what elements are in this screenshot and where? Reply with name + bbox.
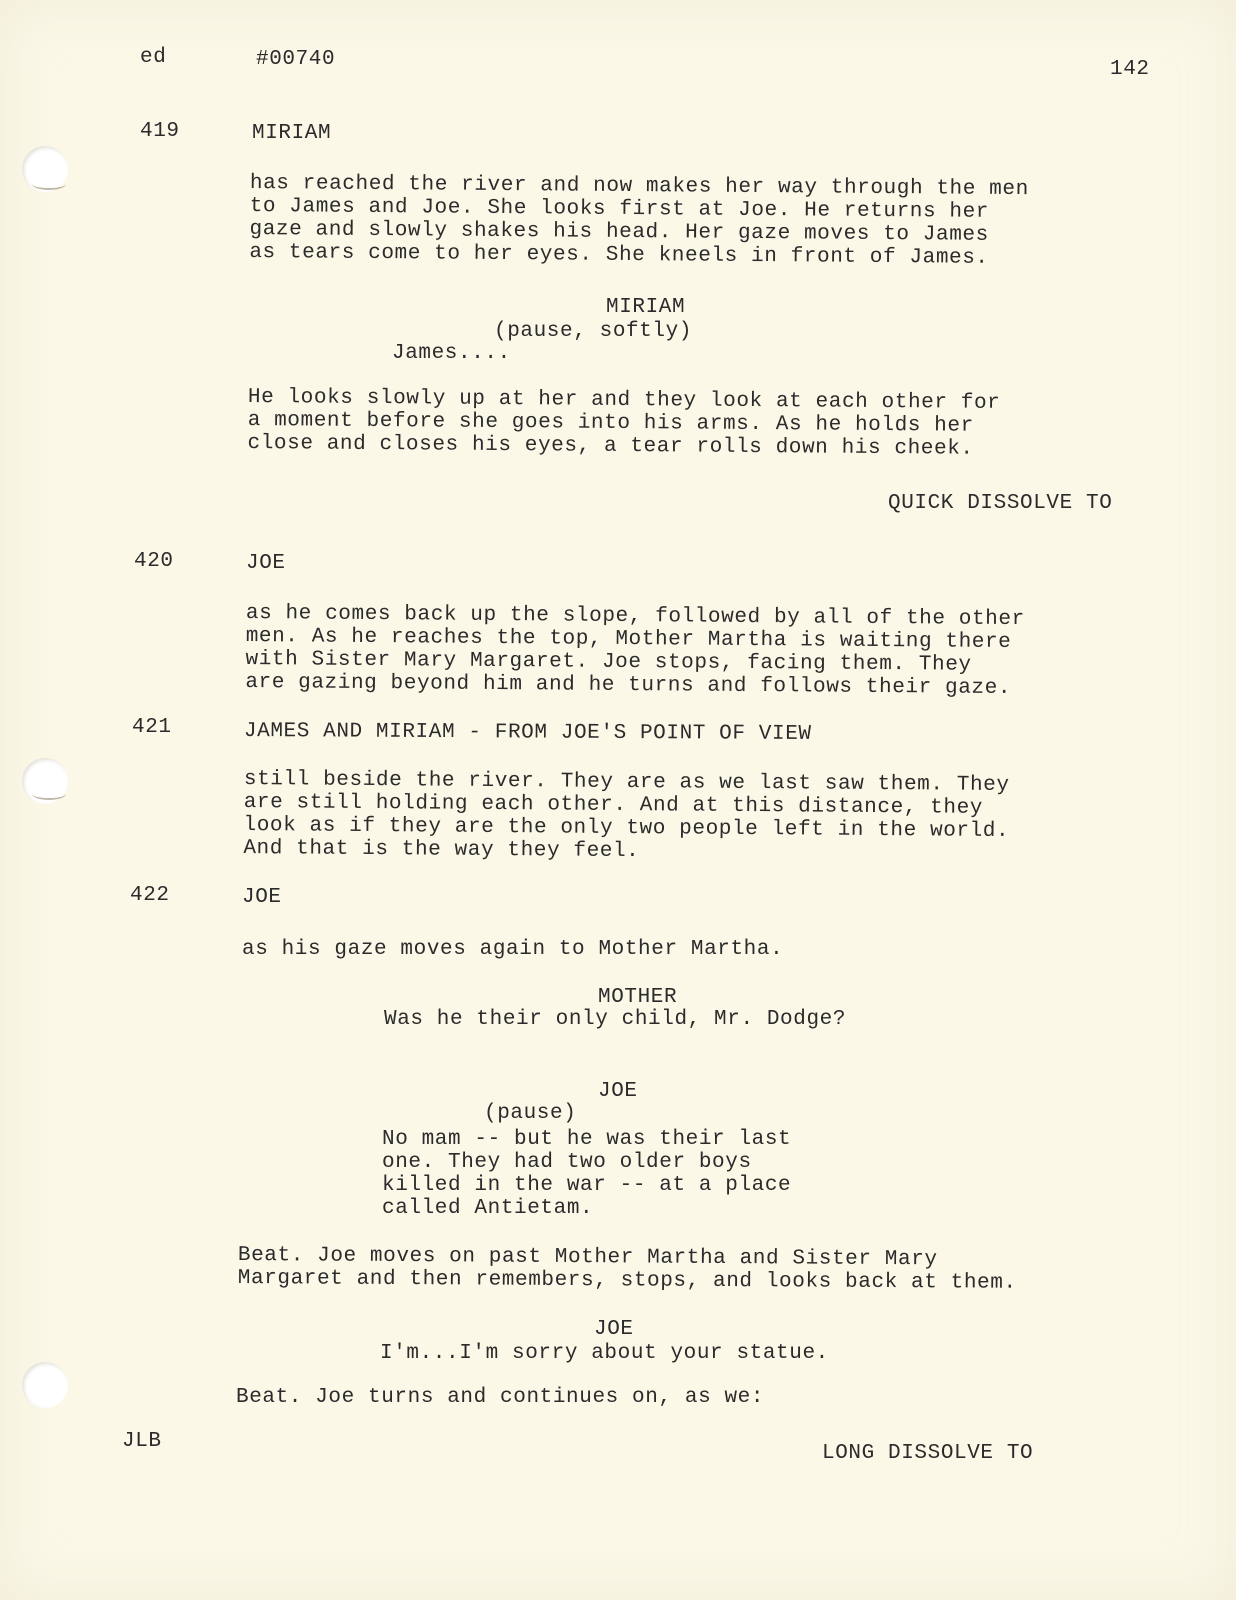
transition: QUICK DISSOLVE TO bbox=[888, 492, 1113, 515]
dialogue-parenthetical: (pause) bbox=[484, 1102, 577, 1125]
action-line: as tears come to her eyes. She kneels in front of James. bbox=[249, 240, 989, 270]
page-number: 142 bbox=[1110, 58, 1150, 81]
dialogue-line: James.... bbox=[392, 342, 511, 365]
dialogue-parenthetical: (pause, softly) bbox=[494, 320, 693, 343]
action-line: to James and Joe. She looks first at Joe. He returns her bbox=[249, 194, 990, 224]
action-line: still beside the river. They are as we last saw them. They bbox=[243, 768, 1010, 798]
action-line: Beat. Joe moves on past Mother Martha and Sister Mary bbox=[237, 1244, 938, 1272]
action-line: are gazing beyond him and he turns and follows their gaze. bbox=[245, 670, 1012, 701]
scene-heading: JOE bbox=[242, 886, 282, 909]
action-line: as he comes back up the slope, followed by all of the other bbox=[245, 602, 1025, 632]
dialogue-line: one. They had two older boys bbox=[382, 1151, 752, 1174]
dialogue-line: No mam -- but he was their last bbox=[382, 1128, 792, 1151]
header-left-code: ed bbox=[140, 46, 167, 69]
script-number: #00740 bbox=[256, 48, 336, 71]
action-line: men. As he reaches the top, Mother Martha is waiting there bbox=[245, 624, 1012, 655]
action-line: are still holding each other. And at this distance, they bbox=[243, 790, 984, 820]
action-paragraph bbox=[249, 172, 1029, 270]
dialogue-character: MIRIAM bbox=[606, 296, 686, 319]
dialogue-line: killed in the war -- at a place bbox=[382, 1174, 792, 1197]
binder-hole-middle-shadow bbox=[32, 788, 66, 800]
action-line: gaze and slowly shakes his head. Her gaze moves to James bbox=[249, 217, 989, 247]
action-line: has reached the river and now makes her way through the men bbox=[249, 172, 1029, 202]
scene-heading: JOE bbox=[246, 552, 286, 575]
dialogue-line: called Antietam. bbox=[382, 1197, 594, 1220]
footer-initials: JLB bbox=[122, 1430, 162, 1453]
scene-heading: MIRIAM bbox=[252, 122, 332, 145]
scene-heading: JAMES AND MIRIAM - FROM JOE'S POINT OF VIEW bbox=[243, 720, 812, 746]
action-paragraph bbox=[245, 602, 1025, 700]
binder-hole-top-shadow bbox=[32, 178, 66, 190]
scene-number: 421 bbox=[132, 716, 172, 739]
action-paragraph bbox=[247, 386, 1000, 461]
action-line: close and closes his eyes, a tear rolls down his cheek. bbox=[247, 431, 974, 461]
footer-transition: LONG DISSOLVE TO bbox=[822, 1442, 1034, 1465]
dialogue-character: MOTHER bbox=[598, 986, 678, 1009]
action-line: Beat. Joe turns and continues on, as we: bbox=[236, 1386, 765, 1409]
dialogue-character: JOE bbox=[594, 1318, 634, 1341]
dialogue-line: Was he their only child, Mr. Dodge? bbox=[384, 1008, 847, 1031]
dialogue-line: I'm...I'm sorry about your statue. bbox=[380, 1342, 829, 1365]
scene-number: 420 bbox=[134, 550, 174, 573]
action-line: look as if they are the only two people left in the world. bbox=[243, 813, 1010, 844]
action-line: a moment before she goes into his arms. As he holds her bbox=[247, 408, 974, 438]
action-paragraph bbox=[243, 768, 1009, 866]
scene-number: 422 bbox=[130, 884, 170, 907]
action-paragraph bbox=[238, 1244, 1017, 1295]
scene-number: 419 bbox=[140, 120, 180, 143]
action-line: as his gaze moves again to Mother Martha. bbox=[242, 938, 784, 961]
action-line: And that is the way they feel. bbox=[243, 836, 640, 864]
action-line: with Sister Mary Margaret. Joe stops, facing them. They bbox=[245, 647, 972, 677]
action-line: He looks slowly up at her and they look at each other for bbox=[247, 386, 1001, 415]
dialogue-block bbox=[382, 1128, 791, 1220]
action-line: Margaret and then remembers, stops, and looks back at them. bbox=[237, 1266, 1017, 1295]
binder-hole-bottom bbox=[22, 1362, 68, 1408]
dialogue-character: JOE bbox=[598, 1080, 638, 1103]
